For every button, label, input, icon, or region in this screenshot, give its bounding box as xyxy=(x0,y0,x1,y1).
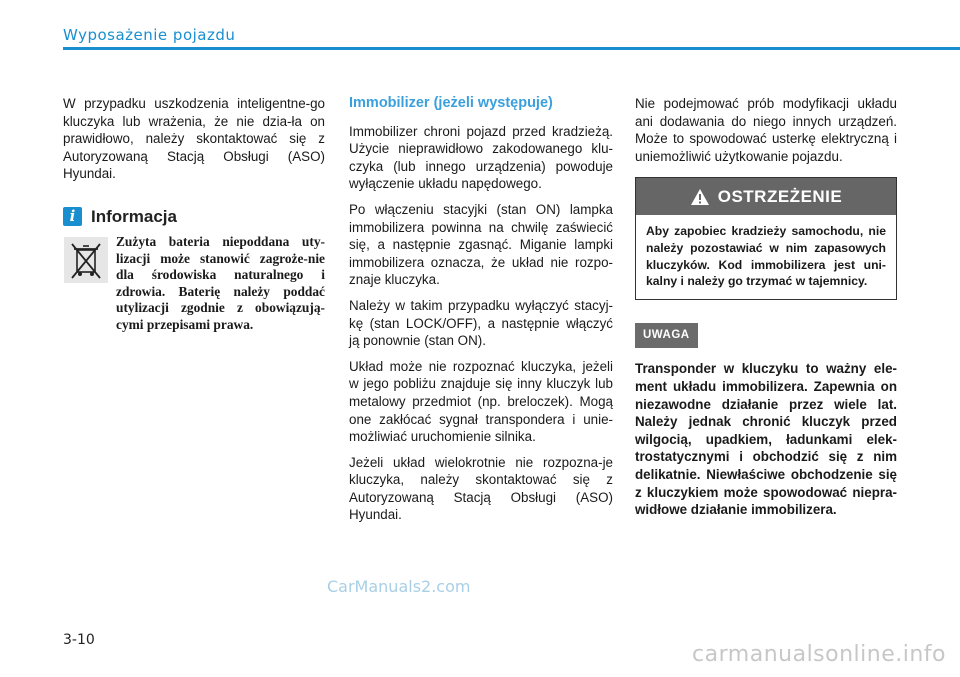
immobilizer-paragraph-5: Jeżeli układ wielokrotnie nie rozpozna-je kluczyka, należy skontaktować się z Autoryzowaną Stacją Obsługi (ASO) Hyundai. xyxy=(349,454,613,523)
column-left xyxy=(63,95,325,334)
info-title: Informacja xyxy=(91,206,177,226)
warning-text: Aby zapobiec kradzieży samochodu, nie należy pozostawiać w nim zapasowych kluczyków. Kod immobilizera jest uni-kalny i należy go trzymać w tajemnicy. xyxy=(646,224,886,289)
page-number: 3-10 xyxy=(63,632,95,648)
header-rule xyxy=(63,47,960,50)
warning-title: OSTRZEŻENIE xyxy=(717,187,843,207)
column-middle xyxy=(349,95,613,532)
footer-site-watermark: carmanualsonline.info xyxy=(692,642,946,667)
battery-disposal-note xyxy=(63,234,325,334)
note-text: Transponder w kluczyku to ważny ele-ment układu immobilizera. Zapewnia on niezawodne działanie przez wiele lat. Należy jednak chronić kluczyk przed wilgocią, upadkiem, ładunkami elek-trostatycznymi i obchodzić się z nim delikatnie. Niewłaściwe obchodzenie się z kluczykiem może spowodować niepra-widłowe działanie immobilizera. xyxy=(635,361,897,518)
immobilizer-section-title: Immobilizer (jeżeli występuje) xyxy=(349,95,553,111)
info-heading xyxy=(63,207,325,226)
battery-disposal-text: Zużyta bateria niepoddana uty-lizacji może stanowić zagroże-nie dla środowiska naturalnego i zdrowia. Baterię należy poddać utylizacji zgodnie z obowiązują-cymi przepisami prawa. xyxy=(116,233,325,332)
note-badge: UWAGA xyxy=(635,323,698,349)
column-right xyxy=(635,95,897,519)
immobilizer-paragraph-2: Po włączeniu stacyjki (stan ON) lampka immobilizera powinna na chwilę zaświecić się, a następnie zgasnąć. Miganie lampki immobilizera oznacza, że układ nie rozpo-znaje kluczyka. xyxy=(349,201,613,288)
immobilizer-paragraph-3: Należy w takim przypadku wyłączyć stacyj-kę (stan LOCK/OFF), a następnie włączyć ją ponownie (stan ON). xyxy=(349,297,613,349)
warning-triangle-icon xyxy=(690,188,710,206)
immobilizer-paragraph-1: Immobilizer chroni pojazd przed kradzieżą. Użycie nieprawidłowo zakodowanego klu-czyka (lub innego urządzenia) powoduje wyłączenie układu napędowego. xyxy=(349,123,613,192)
info-icon: i xyxy=(63,207,82,226)
immobilizer-paragraph-4: Układ może nie rozpoznać kluczyka, jeżeli w jego pobliżu znajduje się inny kluczyk lub metalowy przedmiot (np. breloczek). Mogą one zakłócać sygnał transpondera i unie-możliwiać uruchomienie silnika. xyxy=(349,358,613,445)
warning-box xyxy=(635,177,897,299)
carmanuals-watermark: CarManuals2.com xyxy=(327,577,471,596)
section-header-title: Wyposażenie pojazdu xyxy=(63,26,236,44)
crossed-bin-icon xyxy=(63,236,109,284)
modification-paragraph: Nie podejmować prób modyfikacji układu ani dodawania do niego innych urządzeń. Może to spowodować usterkę elektryczną i uniemożliwić użytkowanie pojazdu. xyxy=(635,96,897,164)
intro-paragraph: W przypadku uszkodzenia inteligentne-go kluczyka lub wrażenia, że nie dzia-ła on prawidłowo, należy skontaktować się z Autoryzowaną Stacją Obsługi (ASO) Hyundai. xyxy=(63,96,325,182)
warning-header xyxy=(636,178,896,215)
